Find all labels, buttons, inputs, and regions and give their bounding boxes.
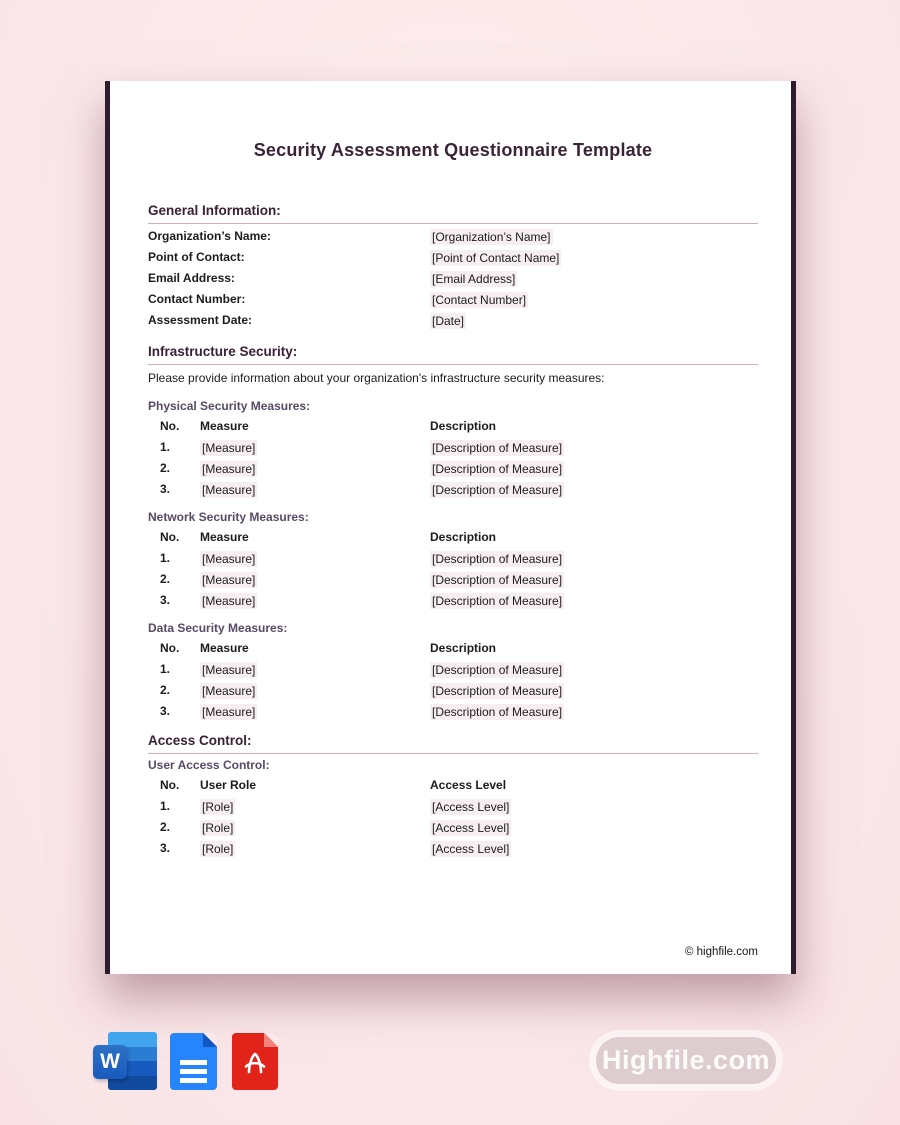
row-number: 2.: [160, 683, 171, 697]
table-header-row: [160, 527, 758, 548]
field-row-point-of-contact: [148, 247, 758, 268]
highfile-watermark: [596, 1037, 776, 1084]
measure-placeholder[interactable]: [Measure]: [202, 482, 256, 497]
col-header-no: No.: [160, 641, 180, 655]
access-level-placeholder[interactable]: [Access Level]: [432, 820, 510, 835]
col-header-description: Description: [430, 530, 497, 544]
measure-placeholder[interactable]: [Measure]: [202, 662, 256, 677]
field-value-placeholder[interactable]: [Organization’s Name]: [432, 229, 551, 244]
col-header-user-role: User Role: [200, 778, 257, 792]
measure-placeholder[interactable]: [Measure]: [202, 440, 256, 455]
description-placeholder[interactable]: [Description of Measure]: [432, 440, 563, 455]
table-header-row: [160, 416, 758, 437]
general-fields: [148, 226, 758, 331]
col-header-description: Description: [430, 419, 497, 433]
folded-corner: [203, 1033, 217, 1047]
table-row: [160, 817, 758, 838]
adobe-pdf-icon[interactable]: [232, 1033, 278, 1090]
data-measures-table: [160, 638, 758, 722]
watermark-label: Highfile.com: [601, 1045, 770, 1075]
description-placeholder[interactable]: [Description of Measure]: [432, 482, 563, 497]
row-number: 2.: [160, 461, 171, 475]
access-level-placeholder[interactable]: [Access Level]: [432, 799, 510, 814]
section-heading-infrastructure: Infrastructure Security:: [148, 343, 758, 365]
table-row: [160, 590, 758, 611]
subheading-data-security: Data Security Measures:: [148, 621, 288, 635]
row-number: 2.: [160, 572, 171, 586]
row-number: 3.: [160, 841, 171, 855]
role-placeholder[interactable]: [Role]: [202, 841, 234, 856]
col-header-description: Description: [430, 641, 497, 655]
col-header-measure: Measure: [200, 641, 249, 655]
measure-placeholder[interactable]: [Measure]: [202, 683, 256, 698]
col-header-no: No.: [160, 419, 180, 433]
ms-word-icon[interactable]: [93, 1032, 157, 1090]
field-label: Organization’s Name:: [148, 229, 271, 243]
network-measures-table: [160, 527, 758, 611]
access-level-placeholder[interactable]: [Access Level]: [432, 841, 510, 856]
field-value-placeholder[interactable]: [Date]: [432, 313, 465, 328]
description-placeholder[interactable]: [Description of Measure]: [432, 704, 563, 719]
col-header-access-level: Access Level: [430, 778, 507, 792]
row-number: 1.: [160, 799, 171, 813]
field-value-placeholder[interactable]: [Point of Contact Name]: [432, 250, 560, 265]
file-format-icons: [93, 1032, 293, 1092]
field-label: Assessment Date:: [148, 313, 253, 327]
table-row: [160, 437, 758, 458]
field-label: Contact Number:: [148, 292, 246, 306]
physical-measures-table: [160, 416, 758, 500]
description-placeholder[interactable]: [Description of Measure]: [432, 683, 563, 698]
infrastructure-intro: Please provide information about your organization's infrastructure security measures:: [148, 371, 605, 385]
description-placeholder[interactable]: [Description of Measure]: [432, 572, 563, 587]
section-heading-general: General Information:: [148, 202, 758, 224]
measure-placeholder[interactable]: [Measure]: [202, 461, 256, 476]
copyright-notice: © highfile.com: [684, 946, 758, 958]
row-number: 1.: [160, 440, 171, 454]
table-row: [160, 479, 758, 500]
row-number: 1.: [160, 662, 171, 676]
subheading-user-access-control: User Access Control:: [148, 758, 270, 772]
google-docs-icon[interactable]: [170, 1033, 217, 1090]
field-value-placeholder[interactable]: [Email Address]: [432, 271, 516, 286]
col-header-no: No.: [160, 530, 180, 544]
row-number: 3.: [160, 482, 171, 496]
field-label: Point of Contact:: [148, 250, 245, 264]
row-number: 1.: [160, 551, 171, 565]
col-header-no: No.: [160, 778, 180, 792]
folded-corner: [264, 1033, 278, 1047]
row-number: 2.: [160, 820, 171, 834]
field-row-assessment-date: [148, 310, 758, 331]
field-row-organization-name: [148, 226, 758, 247]
document-content: [110, 139, 791, 959]
row-number: 3.: [160, 593, 171, 607]
subheading-physical-security: Physical Security Measures:: [148, 399, 311, 413]
field-label: Email Address:: [148, 271, 235, 285]
section-heading-access-control: Access Control:: [148, 732, 758, 754]
table-row: [160, 838, 758, 859]
col-header-measure: Measure: [200, 530, 249, 544]
table-row: [160, 548, 758, 569]
col-header-measure: Measure: [200, 419, 249, 433]
subheading-network-security: Network Security Measures:: [148, 510, 309, 524]
measure-placeholder[interactable]: [Measure]: [202, 551, 256, 566]
description-placeholder[interactable]: [Description of Measure]: [432, 461, 563, 476]
table-row: [160, 569, 758, 590]
measure-placeholder[interactable]: [Measure]: [202, 593, 256, 608]
table-row: [160, 680, 758, 701]
page-title: Security Assessment Questionnaire Template: [253, 140, 653, 160]
description-placeholder[interactable]: [Description of Measure]: [432, 662, 563, 677]
field-row-contact-number: [148, 289, 758, 310]
word-letter-badge: W: [93, 1045, 127, 1079]
row-number: 3.: [160, 704, 171, 718]
table-header-row: [160, 775, 758, 796]
description-placeholder[interactable]: [Description of Measure]: [432, 593, 563, 608]
table-row: [160, 659, 758, 680]
access-control-table: [160, 775, 758, 859]
table-row: [160, 796, 758, 817]
role-placeholder[interactable]: [Role]: [202, 799, 234, 814]
acrobat-logo-icon: [239, 1046, 271, 1078]
table-row: [160, 701, 758, 722]
table-header-row: [160, 638, 758, 659]
field-value-placeholder[interactable]: [Contact Number]: [432, 292, 527, 307]
table-row: [160, 458, 758, 479]
measure-placeholder[interactable]: [Measure]: [202, 704, 256, 719]
field-row-email-address: [148, 268, 758, 289]
measure-placeholder[interactable]: [Measure]: [202, 572, 256, 587]
description-placeholder[interactable]: [Description of Measure]: [432, 551, 563, 566]
document-page: [105, 81, 796, 974]
role-placeholder[interactable]: [Role]: [202, 820, 234, 835]
